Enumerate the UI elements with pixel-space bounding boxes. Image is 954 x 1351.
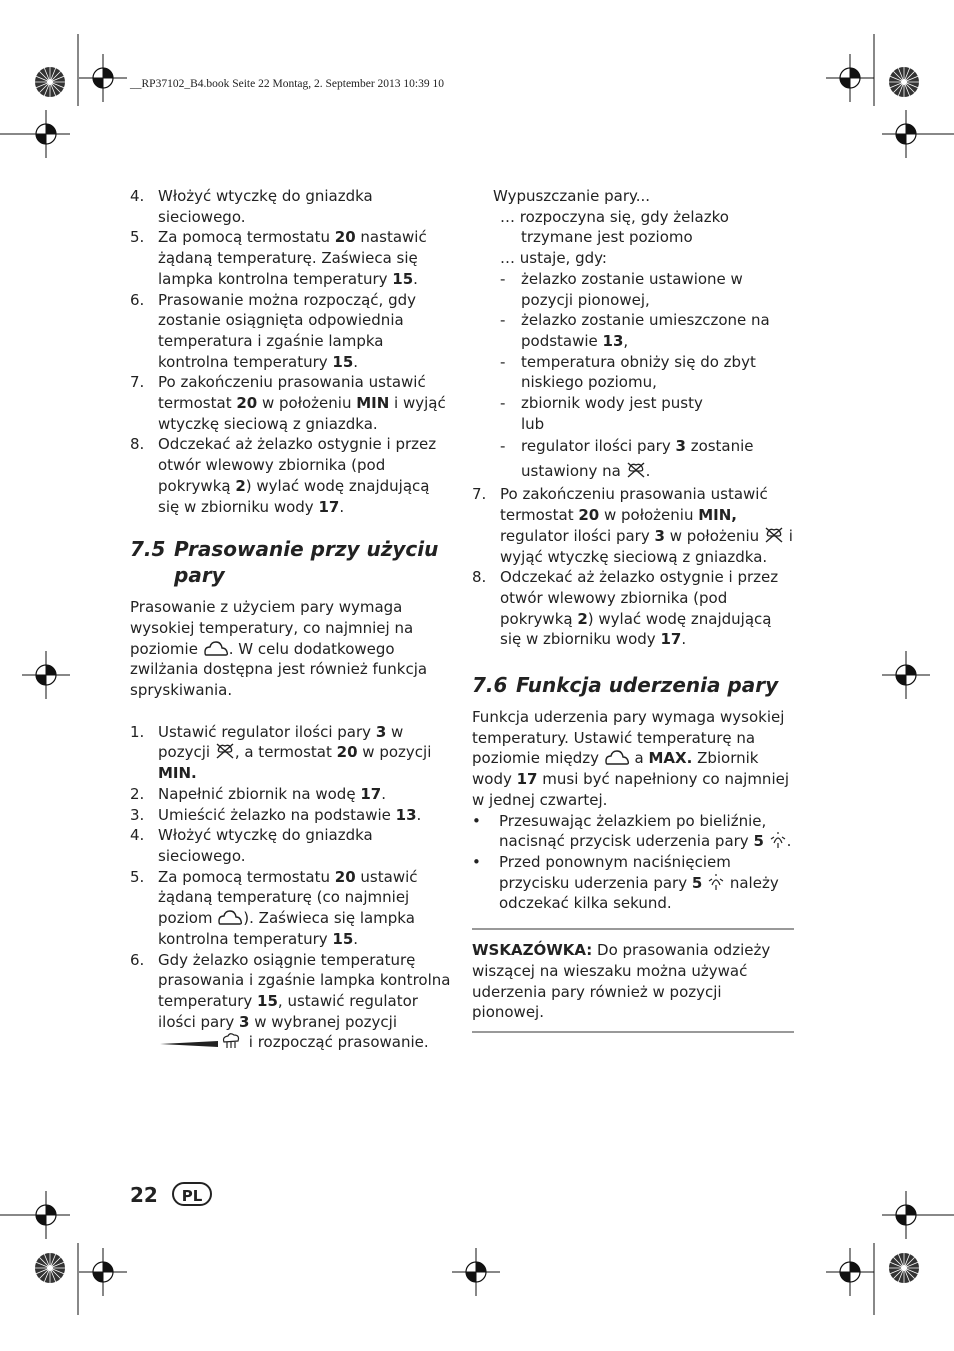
- list-item: - zbiornik wody jest pusty: [500, 394, 703, 413]
- list-item: 4. Włożyć wtyczkę do gniazdka sieciowego.: [130, 187, 373, 226]
- list-item: 6. Prasowanie można rozpocząć, gdy zostanie osiągnięta odpowiednia temperatura i zgaśnie lampka kontrolna temperatury 15.: [130, 290, 416, 371]
- list-item: 5. Za pomocą termostatu 20 ustawić żądaną temperaturę (co najmniej poziom ). Zaświeca się lampka kontrolna temperatury 15.: [130, 867, 418, 948]
- language-badge: PL: [172, 1182, 212, 1206]
- left-column: [130, 186, 455, 1053]
- steam-cloud-icon: [203, 639, 229, 657]
- list-item: 4. Włożyć wtyczkę do gniazdka sieciowego.: [130, 826, 373, 865]
- steam-burst-icon: [769, 831, 787, 849]
- list-item: 7. Po zakończeniu prasowania ustawić termostat 20 w położeniu MIN, regulator ilości pary 3 w położeniu i wyjąć wtyczkę sieciową z gniazdka.: [472, 485, 793, 566]
- list-item: - temperatura obniży się do zbyt niskiego poziomu,: [500, 352, 756, 392]
- steam-cloud-icon: [217, 908, 243, 926]
- page-number: 22: [130, 1183, 158, 1207]
- no-steam-icon: [626, 461, 646, 479]
- note-label: WSKAZÓWKA:: [472, 941, 593, 960]
- list-item: 5. Za pomocą termostatu 20 nastawić żądaną temperaturę. Zaświeca się lampka kontrolna temperatury 15.: [130, 228, 427, 288]
- list-item: 1. Ustawić regulator ilości pary 3 w pozycji , a termostat 20 w pozycji MIN.: [130, 722, 432, 783]
- note-text: Do prasowania odzieży wiszącej na wieszaku można używać uderzenia pary również w pozycji pionowej.: [472, 941, 771, 1022]
- steam-release-heading: Wypuszczanie pary...: [493, 187, 651, 205]
- steam-burst-icon: [707, 873, 725, 891]
- list-item: 8. Odczekać aż żelazko ostygnie i przez otwór wlewowy zbiornika (pod pokrywką 2) wylać wodę znajdującą się w zbiorniku wody 17.: [472, 568, 779, 649]
- list-item: • Przed ponownym naciśnięciem przycisku uderzenia pary 5 należy odczekać kilka sekund.: [472, 852, 779, 913]
- list-item: 2. Napełnić zbiornik na wodę 17.: [130, 784, 386, 803]
- note-box: [472, 928, 794, 1033]
- steam-stops-text: … ustaje, gdy:: [500, 249, 607, 268]
- no-steam-icon: [215, 742, 235, 760]
- list-item: - żelazko zostanie umieszczone na podstawie 13,: [500, 311, 770, 350]
- steam-burst-paragraph: Funkcja uderzenia pary wymaga wysokiej temperatury. Ustawić temperaturę na poziomie między a MAX. Zbiornik wody 17 musi być napełniony co najmniej w jednej czwartej.: [472, 708, 790, 809]
- steam-starts-text: … rozpoczyna się, gdy żelazko trzymane jest poziomo: [500, 207, 729, 247]
- section-heading-7-6: 7.6 Funkcja uderzenia pary: [472, 673, 779, 698]
- steam-cloud-icon: [604, 748, 630, 766]
- steam-intro-paragraph: Prasowanie z użyciem pary wymaga wysokiej temperatury, co najmniej na poziomie . W celu dodatkowego zwilżania dostępna jest również funkcja spryskiwania.: [130, 598, 428, 700]
- list-item: - regulator ilości pary 3 zostanie ustawiony na .: [500, 437, 754, 481]
- list-item: 7. Po zakończeniu prasowania ustawić termostat 20 w położeniu MIN i wyjąć wtyczkę sieciową z gniazdka.: [130, 373, 446, 433]
- list-item: - żelazko zostanie ustawione w pozycji pionowej,: [500, 269, 743, 309]
- or-text: lub: [521, 414, 545, 433]
- section-heading-7-5: 7.5 Prasowanie przy użyciu pary: [130, 537, 439, 588]
- no-steam-icon: [764, 526, 784, 544]
- steam-level-wedge-icon: [158, 1032, 244, 1050]
- list-item: 3. Umieścić żelazko na podstawie 13.: [130, 805, 422, 824]
- list-item: 6. Gdy żelazko osiągnie temperaturę prasowania i zgaśnie lampka kontrolna temperatury 15, ustawić regulator ilości pary 3 w wybranej pozycji i rozpocząć prasowanie.: [130, 950, 451, 1052]
- print-file-info: __RP37102_B4.book Seite 22 Montag, 2. September 2013 10:39 10: [130, 78, 445, 90]
- list-item: 8. Odczekać aż żelazko ostygnie i przez otwór wlewowy zbiornika (pod pokrywką 2) wylać wodę znajdującą się w zbiorniku wody 17.: [130, 435, 437, 516]
- list-item: • Przesuwając żelazkiem po bieliźnie, nacisnąć przycisk uderzenia pary 5 .: [472, 811, 792, 851]
- right-column: [472, 186, 794, 1033]
